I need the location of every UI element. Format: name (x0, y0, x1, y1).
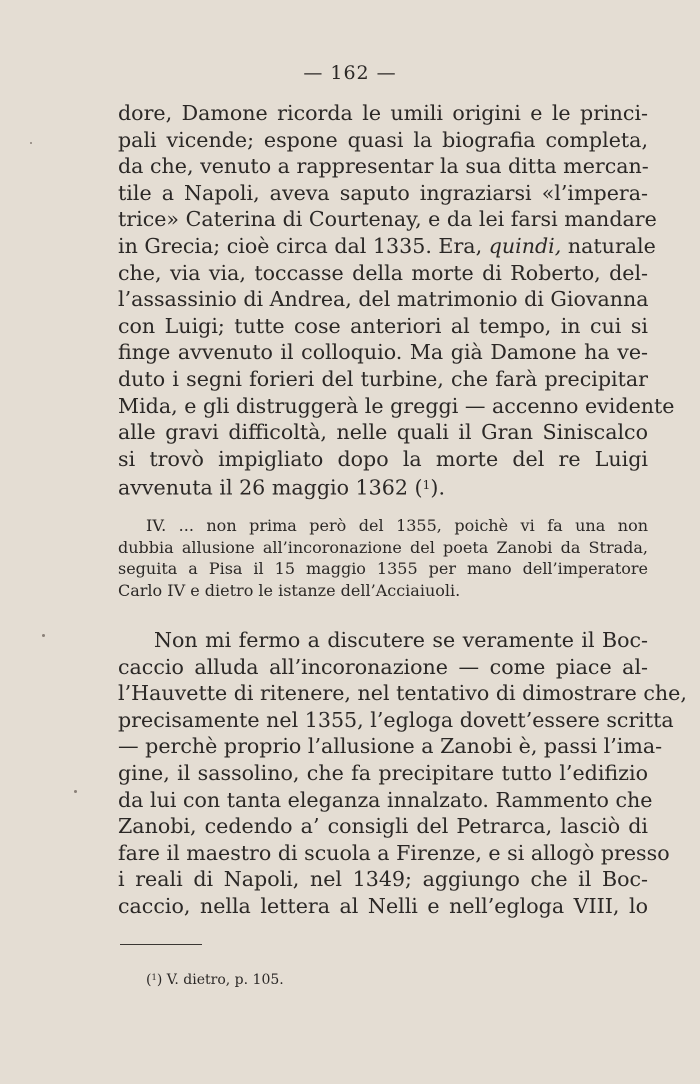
text-line (118, 233, 656, 260)
text-line: trice» Caterina di Courtenay, e da lei farsi mandare (118, 207, 657, 232)
page-number: — 162 — (303, 62, 397, 84)
text-line: l’Hauvette di ritenere, nel tentativo di dimostrare che, (118, 681, 687, 706)
text-line: gine, il sassolino, che fa precipitare tutto l’edifizio (118, 760, 648, 785)
text-line: Non mi fermo a discutere se veramente il Boc- (154, 628, 648, 652)
text-line: con Luigi; tutte cose anteriori al tempo, in cui si (118, 313, 648, 338)
text-line: da che, venuto a rappresentar la sua ditta mercan- (118, 154, 649, 179)
text-segment: avvenuta il 26 maggio 1362 ( (118, 475, 423, 500)
text-line: i reali di Napoli, nel 1349; aggiungo che il Boc- (118, 867, 648, 892)
paper-speck (42, 634, 45, 637)
quoted-note (118, 515, 648, 601)
text-line (118, 472, 648, 501)
text-line: Zanobi, cedendo a’ consigli del Petrarca, lasciò di (118, 814, 648, 839)
paper-speck (30, 142, 32, 144)
text-line: caccio alluda all’incoronazione — come piace al- (118, 654, 648, 679)
italic-word: quindi, (488, 233, 562, 258)
text-line: pali vicende; espone quasi la biografia completa, (118, 127, 648, 152)
text-line: finge avvenuto il colloquio. Ma già Damone ha ve- (118, 340, 648, 365)
text-line: fare il maestro di scuola a Firenze, e si allogò presso (118, 840, 670, 865)
note-line: IV. ... non prima però del 1355, poichè vi fa una non (146, 516, 648, 535)
note-line: seguita a Pisa il 15 maggio 1355 per mano dell’imperatore (118, 559, 648, 578)
text-line: dore, Damone ricorda le umili origini e le princi- (118, 101, 648, 125)
note-line: Carlo IV e dietro le istanze dell’Acciaiuoli. (118, 580, 461, 600)
text-line: che, via via, toccasse della morte di Roberto, del- (118, 260, 648, 285)
text-line: caccio, nella lettera al Nelli e nell’egloga VIII, lo (118, 893, 648, 918)
text-line: precisamente nel 1355, l’egloga dovett’essere scritta (118, 707, 674, 732)
text-line: si trovò impigliato dopo la morte del re Luigi (118, 446, 648, 471)
note-line: dubbia allusione all’incoronazione del poeta Zanobi da Strada, (118, 537, 648, 557)
paragraph-2 (118, 627, 687, 920)
paragraph-1 (118, 100, 675, 501)
text-line: l’assassinio di Andrea, del matrimonio di Giovanna (118, 287, 649, 312)
text-line: da lui con tanta eleganza innalzato. Rammento che (118, 787, 653, 812)
footnote-marker: 1 (151, 972, 157, 983)
footnote-reference[interactable]: 1 (422, 478, 431, 493)
paper-speck (74, 790, 77, 793)
footnote-divider (120, 944, 202, 945)
footnote: ($^1$) V. dietro, p. 105. (146, 972, 284, 988)
text-segment: ). (430, 475, 445, 500)
text-segment: in Grecia; cioè circa dal 1335. Era, (118, 233, 483, 258)
footnote-text: V. dietro, p. 105. (166, 972, 284, 988)
text-line: alle gravi difficoltà, nelle quali il Gran Siniscalco (118, 420, 648, 445)
text-line: duto i segni forieri del turbine, che farà precipitar (118, 366, 648, 391)
text-segment: naturale (567, 233, 656, 258)
text-line: — perchè proprio l’allusione a Zanobi è, passi l’ima- (118, 734, 663, 759)
text-line: tile a Napoli, aveva saputo ingraziarsi «l’impera- (118, 180, 648, 205)
text-line: Mida, e gli distruggerà le greggi — accenno evidente (118, 393, 675, 418)
